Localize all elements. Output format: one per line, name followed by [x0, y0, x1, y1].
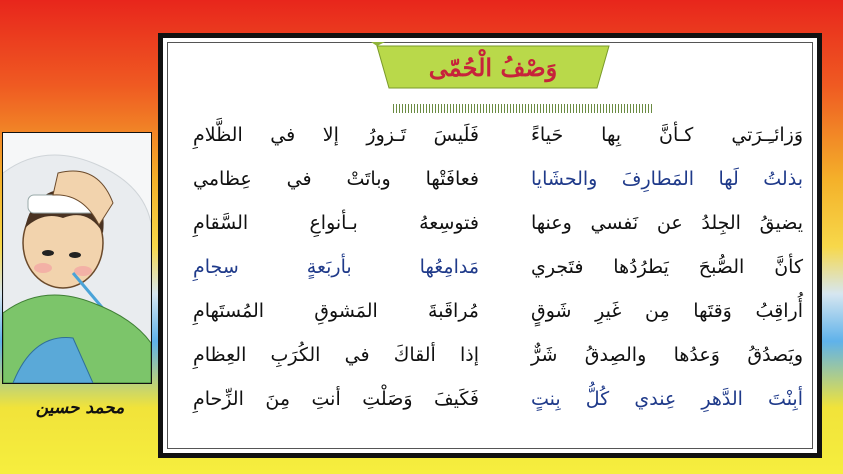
verse-row: [163, 382, 827, 416]
verse-row: [163, 118, 827, 152]
verse-first-hemistich: كأنَّ الصُّبحَ يَطرُدُها فتَجري: [531, 256, 803, 278]
author-signature: محمد حسين: [35, 398, 125, 418]
sick-boy-image: [3, 133, 151, 383]
verse-second-hemistich: مُراقَبةَ المَشوقِ المُستَهامِ: [193, 300, 479, 322]
verse-row: [163, 206, 827, 240]
verse-first-hemistich: يضيقُ الجِلدُ عن نَفسي وعنها: [531, 212, 803, 234]
verse-second-hemistich: فتوسِعهُ بـأنواعِ السَّقامِ: [193, 212, 479, 234]
poem-title: وَصْفُ الْحُمّى: [428, 53, 558, 82]
verse-row: [163, 294, 827, 328]
verse-second-hemistich: مَدامِعُها بأربَعةٍ سِجامِ: [193, 256, 479, 278]
verse-second-hemistich: فعافَتْها وباتَتْ في عِظامي: [193, 168, 479, 190]
sick-boy-illustration: [2, 132, 152, 384]
verse-row: [163, 338, 827, 372]
poem-panel: [158, 33, 822, 458]
verse-row: [163, 162, 827, 196]
verse-first-hemistich: ويَصدُقُ وَعدُها والصِدقُ شَرٌّ: [531, 344, 803, 366]
verse-first-hemistich: وَزائـِـرَتي كـأنَّ بِها حَياءً: [531, 124, 803, 146]
verse-second-hemistich: فَلَيسَ تَـزورُ إلا في الظَّلامِ: [193, 124, 479, 146]
title-tag: [371, 42, 615, 92]
verse-first-hemistich: بذلتُ لَها المَطارِفَ والحشَايا: [531, 168, 803, 190]
verse-second-hemistich: إذا ألقاكَ في الكُرَبِ العِظامِ: [193, 344, 479, 366]
verse-second-hemistich: فَكَيفَ وَصَلْتِ أنتِ مِنَ الزِّحامِ: [193, 388, 479, 410]
verse-row: [163, 250, 827, 284]
verse-first-hemistich: أُراقِبُ وَقتَها مِن غَيرِ شَوقٍ: [531, 300, 803, 322]
verse-first-hemistich: أبِنْتَ الدَّهرِ عِندي كُلُّ بِنتٍ: [531, 388, 803, 410]
decorative-barcode: [393, 104, 653, 113]
